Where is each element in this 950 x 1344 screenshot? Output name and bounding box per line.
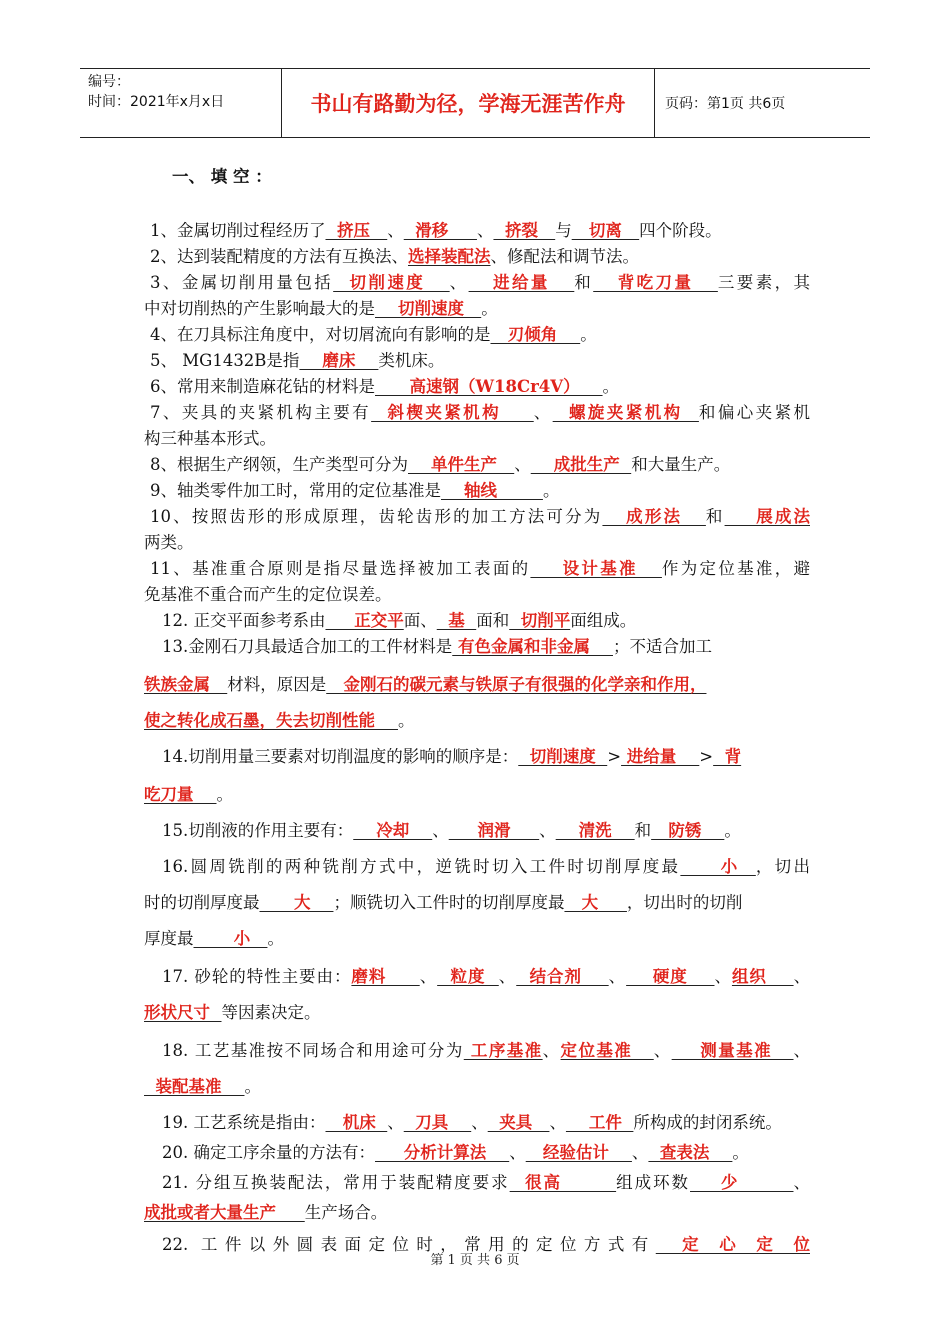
question-text: ，切出时的切削 [626,893,743,912]
answer-blank: 润滑 [448,821,540,840]
answer-blank: 切削速度 [333,273,450,292]
answer-blank: 装配基准 [144,1077,245,1096]
question-text: 。 [542,481,560,500]
question-text: 四个阶段。 [639,221,722,240]
question-text: 20. 确定工序余量的方法有： [162,1143,375,1162]
text-line [144,373,810,397]
question-text: 22. 工件以外圆表面定位时，常用的定位方式有 [162,1235,656,1254]
answer-blank: 冷却 [353,821,433,840]
question-text: 、 [514,455,531,474]
question-text: 4、在刀具标注角度中，对切屑流向有影响的是 [150,325,491,344]
text-line [144,477,810,501]
answer-blank: 成批生产 [530,455,632,474]
answer-blank: 小 [193,929,268,948]
answer-blank: 使之转化成石墨，失去切削性能 [144,711,398,730]
question-text: 、 [476,221,494,240]
question-text: 9、轴类零件加工时，常用的定位基准是 [150,481,441,500]
answer-blank: 吃刀量 [144,785,217,804]
answer-blank: 测量基准 [671,1041,794,1060]
question-text: 面、 [403,611,437,630]
document-date: 时间：2021年x月x日 [88,94,225,110]
question-text: 5、 MG1432B是指 [150,351,300,370]
answer-blank: 有色金属和非金属 [452,637,613,656]
question-text: 10、按照齿形的形成原理，齿轮齿形的加工方法可分为 [150,507,603,526]
answer-blank: 设计基准 [530,559,662,578]
question-text: 所构成的封闭系统。 [633,1113,782,1132]
question-text: 、 [608,967,627,986]
answer-blank: 查表法 [648,1143,733,1162]
answer-blank: 切削速度 [518,747,608,766]
question-text: > [699,747,714,766]
text-line [144,503,810,527]
text-line [144,1037,810,1061]
question-text: 和 [574,273,594,292]
answer-blank: 结合剂 [516,967,609,986]
text-line [144,1109,810,1133]
text-line [144,295,810,319]
question-text: 。 [244,1077,261,1096]
answer-blank: 选择装配法 [408,247,491,266]
text-line [144,817,810,841]
text-line [144,707,810,731]
question-text: 。 [216,785,233,804]
question-text: 三要素，其 [717,273,810,292]
question-text: 、 [542,1041,561,1060]
answer-blank: 铁族金属 [144,675,228,694]
question-text: 、 [653,1041,672,1060]
answer-blank: 成形法 [602,507,706,526]
question-text: 、 [387,1113,404,1132]
header-motto: 书山有路勤为径，学海无涯苦作舟 [282,69,655,137]
answer-blank: 经验估计 [525,1143,632,1162]
header-page-info: 页码：第1页 共6页 [665,96,786,112]
answer-blank: 基 [436,611,477,630]
answer-blank: 大 [564,893,627,912]
answer-blank: 工序基准 [463,1041,543,1060]
answer-blank: 切削速度 [375,299,482,318]
question-text: ；不适合加工 [612,637,712,656]
question-text: 3、金属切削用量包括 [150,273,334,292]
question-text: 、 [419,967,438,986]
question-text: 材料，原因是 [227,675,327,694]
answer-blank: 粒度 [437,967,499,986]
question-text: 、 [498,967,517,986]
header-meta [80,69,282,137]
answer-blank: 磨料 [351,967,420,986]
question-text: 、 [549,1113,566,1132]
question-text: 12. 正交平面参考系由 [162,611,326,630]
question-text: 等因素决定。 [221,1003,321,1022]
text-line [144,581,810,605]
question-text: 和 [634,821,652,840]
question-text: ，切出 [755,857,810,876]
question-text: 、 [793,1173,810,1192]
question-text: 2、达到装配精度的方法有互换法、 [150,247,408,266]
answer-blank: 防锈 [651,821,725,840]
text-line [144,1169,810,1193]
question-text: 6、常用来制造麻花钻的材料是 [150,377,375,396]
question-text: 、 [631,1143,649,1162]
text-line [144,1073,810,1097]
answer-blank: 组织 [731,967,794,986]
answer-blank: 切削平 [509,611,571,630]
answer-blank: 成批或者大量生产 [144,1203,305,1222]
question-text: 。 [481,299,498,318]
question-text: 。 [724,821,741,840]
question-text: 和大量生产。 [631,455,731,474]
question-text: 。 [267,929,284,948]
question-text: 。 [397,711,415,730]
answer-blank: 挤裂 [493,221,556,240]
question-text: 、 [449,273,469,292]
question-text: 和 [705,507,725,526]
text-line [144,399,810,423]
text-line [144,451,810,475]
answer-blank: 少 [690,1173,794,1192]
question-text: 组成环数 [616,1173,691,1192]
question-text: 13.金刚石刀具最适合加工的工件材料是 [162,637,453,656]
answer-blank: 进给量 [468,273,575,292]
answer-blank: 高速钢（W18Cr4V） [375,377,603,396]
question-text: 、 [432,821,449,840]
question-text: 、 [539,821,556,840]
answer-blank: 刀具 [403,1113,472,1132]
answer-blank: 小 [680,857,756,876]
question-text: 构三种基本形式。 [144,429,276,448]
answer-blank: 滑移 [403,221,477,240]
text-line [144,743,810,767]
text-line [144,243,810,267]
answer-blank: 磨床 [299,351,379,370]
question-text: 两类。 [144,533,194,552]
question-text: 中对切削热的产生影响最大的是 [144,299,375,318]
text-line [144,963,810,987]
question-text: 17. 砂轮的特性主要由： [162,967,352,986]
question-text: 、 [387,221,404,240]
section-title: 一、 填 空 ： [172,167,272,186]
text-line [144,853,810,877]
question-text: 与 [555,221,572,240]
answer-blank: 夹具 [487,1113,550,1132]
text-line [144,347,810,371]
text-line [144,607,810,631]
question-text: 作为定位基准，避 [661,559,810,578]
question-text: 21. 分组互换装配法，常用于装配精度要求 [162,1173,510,1192]
answer-blank: 刃倾角 [490,325,581,344]
question-text: 面和 [476,611,510,630]
answer-blank: 很高 [509,1173,617,1192]
text-line [144,889,810,913]
text-line [144,321,810,345]
text-line [144,781,810,805]
text-line [144,269,810,293]
question-text: 。 [732,1143,749,1162]
answer-blank: 硬度 [626,967,715,986]
answer-blank: 形状尺寸 [144,1003,222,1022]
text-line [144,925,810,949]
answer-blank: 进给量 [621,747,700,766]
text-line [144,1199,810,1223]
question-text: 16.圆周铣削的两种铣削方式中，逆铣时切入工件时切削厚度最 [162,857,681,876]
text-line [144,633,810,657]
text-line [144,425,810,449]
question-text: 、 [533,403,553,422]
question-text: 厚度最 [144,929,194,948]
answer-blank: 工件 [565,1113,634,1132]
answer-blank: 定位基准 [560,1041,654,1060]
question-text: 时的切削厚度最 [144,893,260,912]
question-text: 、 [471,1113,488,1132]
question-text: ；顺铣切入工件时的切削厚度最 [333,893,565,912]
question-text: 。 [580,325,597,344]
answer-blank: 挤压 [325,221,388,240]
question-text: 、 [509,1143,526,1162]
answer-blank: 斜楔夹紧机构 [371,403,534,422]
answer-blank: 轴线 [441,481,543,500]
answer-blank: 展成法 [724,507,810,526]
answer-blank: 背 [713,747,742,766]
question-text: 免基准不重合而产生的定位误差。 [144,585,392,604]
question-text: 面组成。 [570,611,637,630]
question-text: 18. 工艺基准按不同场合和用途可分为 [162,1041,464,1060]
question-text: > [607,747,622,766]
answer-blank: 大 [259,893,334,912]
question-text: 7、夹具的夹紧机构主要有 [150,403,372,422]
page-footer: 第 1 页 共 6 页 [430,1253,520,1268]
document-number-label: 编号： [88,74,130,90]
question-text: 和偏心夹紧机 [698,403,810,422]
question-text: 8、根据生产纲领，生产类型可分为 [150,455,408,474]
question-text: 类机床。 [378,351,445,370]
question-text: 1、金属切削过程经历了 [150,221,326,240]
question-text: 15.切削液的作用主要有： [162,821,354,840]
answer-blank: 正交平 [325,611,404,630]
question-text: 11、基准重合原则是指尽量选择被加工表面的 [150,559,531,578]
page-header [80,68,870,138]
question-text: 、修配法和调节法。 [490,247,639,266]
question-text: 、 [793,967,810,986]
answer-blank: 螺旋夹紧机构 [552,403,699,422]
question-text: 19. 工艺系统是指由： [162,1113,326,1132]
text-line [144,671,810,695]
answer-blank: 清洗 [555,821,635,840]
answer-blank: 单件生产 [408,455,515,474]
question-text: 14.切削用量三要素对切削温度的影响的顺序是： [162,747,519,766]
answer-blank: 金刚石的碳元素与铁原子有很强的化学亲和作用， [326,675,707,694]
text-line [144,529,810,553]
text-line [144,555,810,579]
question-text: 生产场合。 [304,1203,388,1222]
answer-blank: 分析计算法 [375,1143,510,1162]
text-line [144,999,810,1023]
question-text: 、 [714,967,732,986]
text-line [144,1139,810,1163]
answer-blank: 定 心 定 位 [655,1235,810,1254]
question-text: 。 [602,377,620,396]
question-text: 、 [793,1041,810,1060]
answer-blank: 切离 [571,221,640,240]
answer-blank: 背吃刀量 [593,273,718,292]
text-line [144,217,810,241]
answer-blank: 机床 [325,1113,388,1132]
